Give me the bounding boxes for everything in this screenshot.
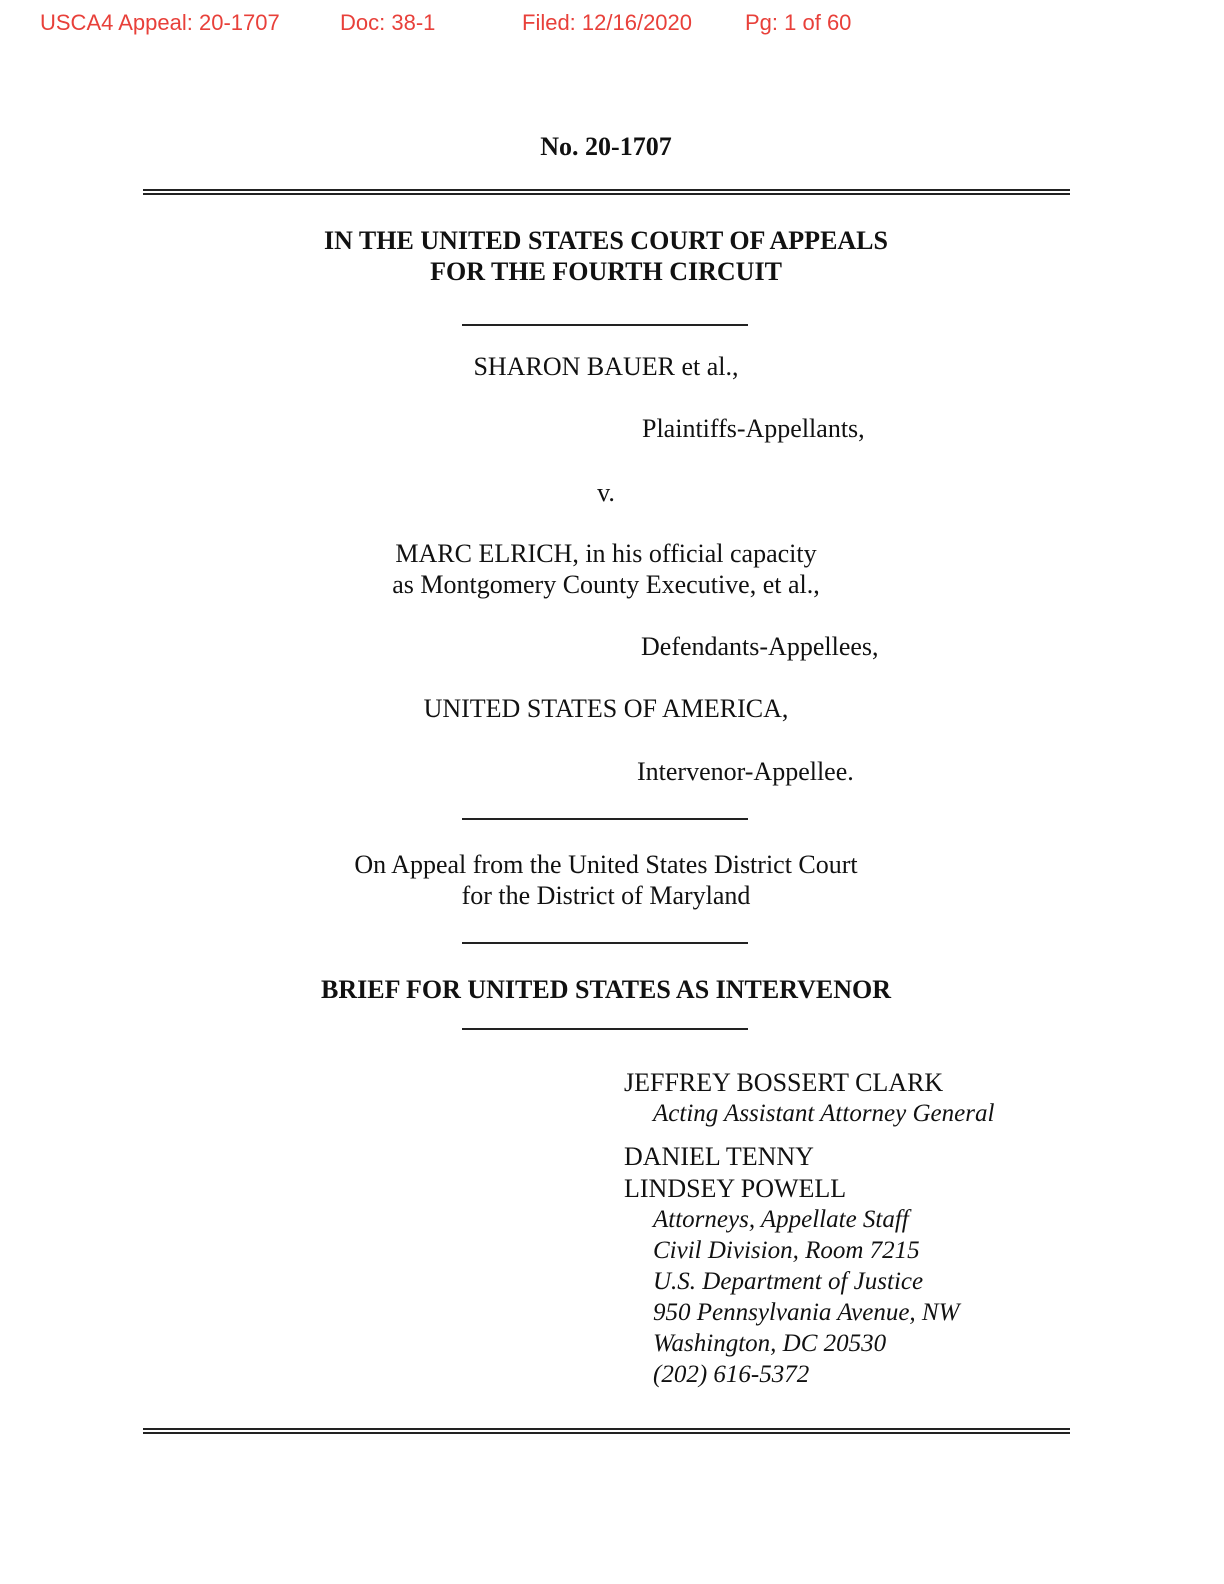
address-line: Washington, DC 20530 <box>653 1330 887 1357</box>
appeal-from-line2: for the District of Maryland <box>461 881 751 910</box>
divider-rule <box>462 818 748 820</box>
address-line: (202) 616-5372 <box>653 1361 810 1388</box>
case-number: No. 20-1707 <box>540 132 672 161</box>
intervenor-name: UNITED STATES OF AMERICA, <box>423 694 789 723</box>
address-line: U.S. Department of Justice <box>653 1268 924 1295</box>
plaintiffs-role: Plaintiffs-Appellants, <box>642 414 865 443</box>
appeal-from-line1: On Appeal from the United States District Court <box>354 850 858 879</box>
stamp-appeal-number: USCA4 Appeal: 20-1707 <box>40 10 280 35</box>
counsel-name-tenny: DANIEL TENNY <box>624 1142 814 1171</box>
versus: v. <box>597 478 615 507</box>
address-line: Attorneys, Appellate Staff <box>653 1206 909 1233</box>
bottom-double-rule <box>143 1428 1070 1434</box>
divider-rule <box>462 1028 748 1030</box>
brief-title: BRIEF FOR UNITED STATES AS INTERVENOR <box>320 975 891 1004</box>
defendants-name-line1: MARC ELRICH, in his official capacity <box>395 539 817 568</box>
divider-rule <box>462 324 748 326</box>
counsel-name-powell: LINDSEY POWELL <box>624 1174 847 1203</box>
counsel-title-clark: Acting Assistant Attorney General <box>653 1100 995 1127</box>
top-double-rule <box>143 189 1070 195</box>
defendants-role: Defendants-Appellees, <box>641 632 879 661</box>
stamp-page-count: Pg: 1 of 60 <box>745 10 852 35</box>
address-line: 950 Pennsylvania Avenue, NW <box>653 1299 960 1326</box>
counsel-name-clark: JEFFREY BOSSERT CLARK <box>624 1068 944 1097</box>
stamp-doc-number: Doc: 38-1 <box>340 10 436 35</box>
court-name-line1: IN THE UNITED STATES COURT OF APPEALS <box>323 226 888 255</box>
address-line: Civil Division, Room 7215 <box>653 1237 920 1264</box>
defendants-name-line2: as Montgomery County Executive, et al., <box>392 570 820 599</box>
divider-rule <box>462 942 748 944</box>
stamp-filed-date: Filed: 12/16/2020 <box>522 10 693 35</box>
intervenor-role: Intervenor-Appellee. <box>637 757 854 786</box>
court-name-line2: FOR THE FOURTH CIRCUIT <box>430 257 782 286</box>
plaintiffs-name: SHARON BAUER et al., <box>473 352 739 381</box>
